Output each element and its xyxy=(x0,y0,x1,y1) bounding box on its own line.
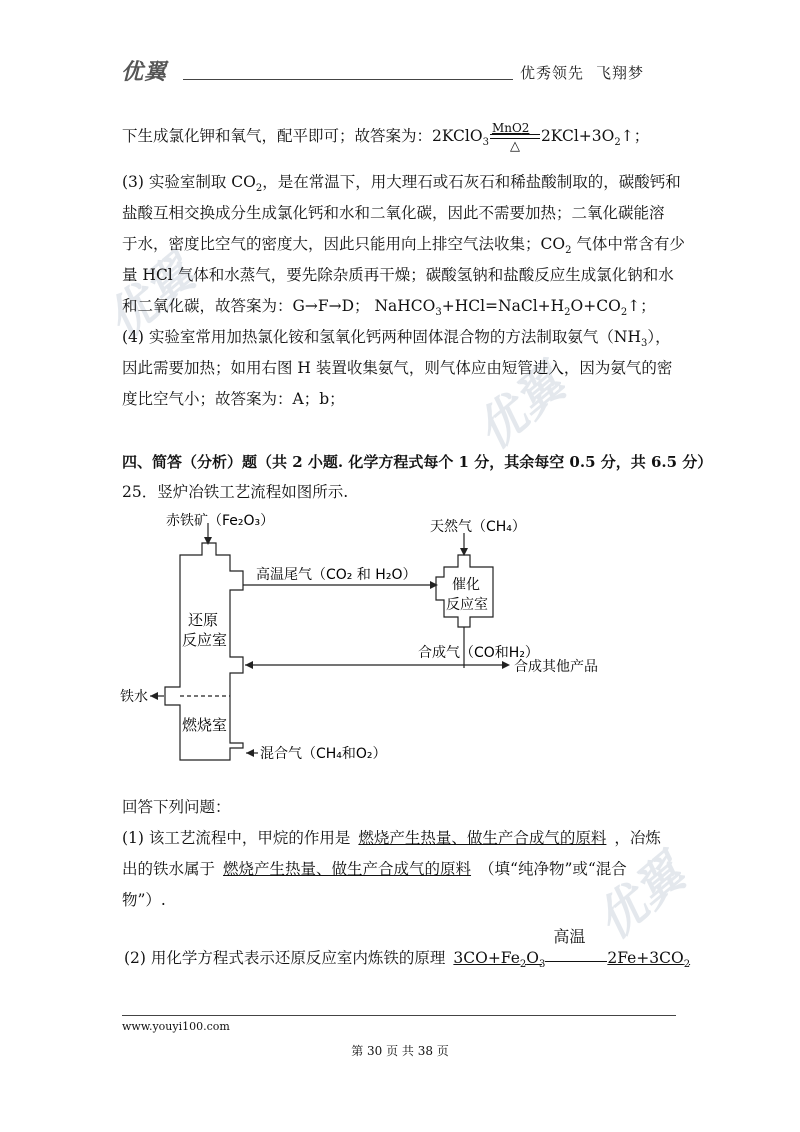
para3-line1: (3) 实验室制取 $CO_2$，是在常温下，用大理石或石灰石和稀盐酸制取的，碳酸钙和 xyxy=(122,173,681,195)
questions-intro: 回答下列问题： xyxy=(122,798,231,816)
label-ore: 赤铁矿（Fe₂O₃） xyxy=(166,513,275,529)
answer-blank: 燃烧产生热量、做生产合成气的原料 xyxy=(358,829,607,847)
para4-line2: 因此需要加热；如用右图 H 装置收集氨气，则气体应由短管进入，因为氨气的密 xyxy=(122,359,673,377)
question-1-line2: 出的铁水属于 燃烧产生热量、做生产合成气的原料 （填“纯净物”或“混合 xyxy=(122,860,627,878)
answer-blank: 燃烧产生热量、做生产合成气的原料 xyxy=(223,860,472,878)
reaction-condition: MnO2 △ xyxy=(490,120,540,154)
para4-line1: (4) 实验室常用加热氯化铵和氢氧化钙两种固体混合物的方法制取氨气$(NH_3)$， xyxy=(122,328,671,350)
question-2: (2) 用化学方程式表示还原反应室内炼铁的原理 $3CO+Fe_2O_3$ 高温 $2Fe+3CO_2$ xyxy=(124,927,691,971)
flow-diagram-svg xyxy=(118,505,638,785)
section-title: 四、简答（分析）题（共 2 小题. 化学方程式每个 1 分，其余每空 0.5 分，共 6.5 分） xyxy=(122,453,713,471)
para3-line2: 盐酸互相交换成分生成氯化钙和水和二氧化碳，因此不需要加热；二氧化碳能溶 xyxy=(122,204,665,222)
header-logo: 优翼 xyxy=(121,60,168,85)
page-number: 第 30 页 共 38 页 xyxy=(351,1044,449,1058)
para3-line3: 于水，密度比空气的密度大，因此只能用向上排空气法收集；$CO_2$ 气体中常含有少 xyxy=(122,235,685,257)
reaction-condition: 高温 xyxy=(545,943,607,963)
watermark-logo: 优翼 xyxy=(586,845,696,951)
label-combustion: 燃烧室 xyxy=(182,716,228,734)
label-other-products: 合成其他产品 xyxy=(514,659,598,675)
label-syngas: 合成气（CO和H₂） xyxy=(418,645,539,661)
header-rule xyxy=(183,79,513,80)
footer-url: www.youyi100.com xyxy=(122,1020,230,1033)
para3-line4: 量 HCl 气体和水蒸气，要先除杂质再干燥；碳酸氢钠和盐酸反应生成氯化钠和水 xyxy=(122,266,674,284)
watermark-logo: 优翼 xyxy=(466,355,576,461)
label-natural-gas: 天然气（CH₄） xyxy=(430,519,526,535)
para3-line5: 和二氧化碳，故答案为：G→F→D； $NaHCO_3+HCl=NaCl+H_2O+CO_2↑$； xyxy=(122,297,656,319)
question-25: 25．竖炉冶铁工艺流程如图所示. xyxy=(122,483,349,501)
answer-line-kclo3: 下生成氯化钾和氧气，配平即可；故答案为：2KClO$_3$ MnO2 △ $2KCl+3O_2↑$； xyxy=(122,121,650,154)
header-slogan-b: 飞翔梦 xyxy=(596,64,645,82)
label-reduction-1: 还原 xyxy=(188,611,219,629)
header-slogan xyxy=(520,62,644,83)
label-iron: 铁水 xyxy=(120,689,148,705)
watermark-logo: 优翼 xyxy=(96,245,206,351)
label-catalytic-2: 反应室 xyxy=(446,597,488,613)
question-1-line1: (1) 该工艺流程中，甲烷的作用是 燃烧产生热量、做生产合成气的原料 ，冶炼 xyxy=(122,829,661,847)
label-reduction-2: 反应室 xyxy=(182,631,228,649)
header-slogan-a: 优秀领先 xyxy=(520,64,585,82)
label-catalytic-1: 催化 xyxy=(452,577,480,593)
footer-rule xyxy=(122,1015,676,1016)
para4-line3: 度比空气小；故答案为：A；b； xyxy=(122,390,345,408)
process-flow-diagram xyxy=(118,505,638,785)
label-mixed-gas: 混合气（CH₄和O₂） xyxy=(260,746,387,762)
label-tail-gas: 高温尾气（CO₂ 和 H₂O） xyxy=(256,567,417,583)
question-1-line3: 物”）. xyxy=(122,891,166,909)
